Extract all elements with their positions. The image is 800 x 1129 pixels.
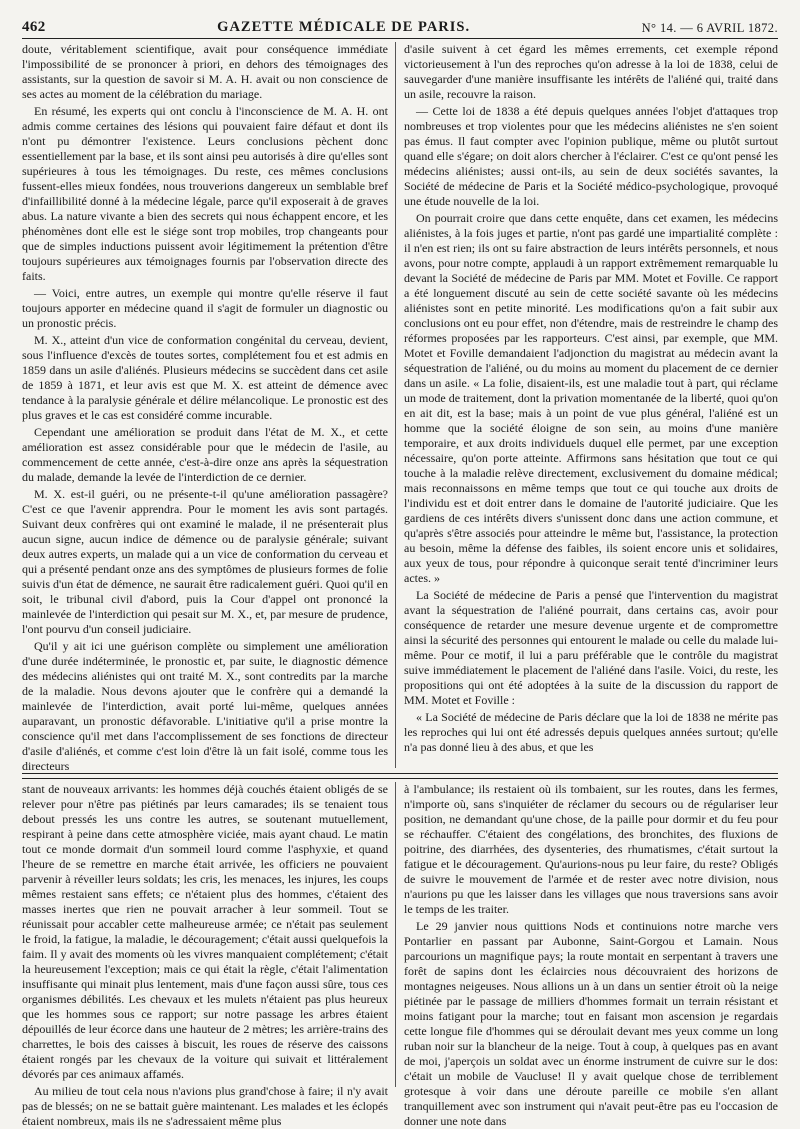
paragraph: Cependant une amélioration se produit dans l'état de M. X., et cette amélioration est assez considérable pour que le médecin de l'asile, au commencement de cette année, c'est-à-dire onze ans après la séquestration du malade, demande la levée de l'interdiction de ce dernier.	[22, 425, 388, 484]
paragraph: stant de nouveaux arrivants: les hommes déjà couchés étaient obligés de se relever pour n'être pas piétinés par leurs camarades; ils se tenaient tous debout pressés les uns contre les autres, se soutenant mutuellement, respirant à peine dans cette atmosphère viciée, mais ayant chaud. Le matin tout ce monde dormait d'un sommeil lourd comme l'asphyxie, et quand l'heure de se remettre en marche était arrivée, les officiers ne pouvaient parvenir à réveiller leurs soldats; les cris, les menaces, les injures, les coups mêmes restaient sans effets; ce n'étaient plus des hommes, c'étaient des masses inertes que rien ne pouvait arracher à leur sommeil. Tout se réunissait pour accabler cette malheureuse armée; ce n'était pas seulement le froid, la fatigue, la maladie, le découragement; c'était aussi quelquefois la faim. Il y avait des moments où les vivres manquaient complétement; c'était la heureusement l'exception; mais ce qui était la règle, c'était l'alimentation insuffisante qui minait plus lentement, mais d'une façon aussi sûre, tous ces organismes débilités. Les chevaux et les mulets n'étaient pas plus heureux que les hommes sous ce rapport; sur notre passage les arbres étaient dépouillés de leur écorce dans une hauteur de 2 mètres; les arrière-trains des charrettes, le bois des caisses à biscuit, les roues de réserve des caissons étaient rongés par les chevaux de la voiture qui suivait et littéralement dévorés par ces animaux affamés.	[22, 782, 388, 1081]
paragraph: On pourrait croire que dans cette enquête, dans cet examen, les médecins aliénistes, à la fois juges et partie, n'ont pas gardé une impartialité complète : il n'en est rien; ils ont su faire abstraction de leurs intérêts personnels, et nous avons, pour notre compte, applaudi à un rapport extrêmement remarquable lu devant la Société de médecine de Paris par MM. Motet et Foville. Ce rapport a été longuement discuté au sein de cette société savante où les médecins aliénistes sont en petite minorité. Les modifications qu'on a fait subir aux conclusions ont eu pour effet, non d'étendre, mais de restreindre le champ des réformes proposées par les rapporteurs. C'est ainsi, par exemple, que MM. Motet et Foville demandaient l'adjonction du magistrat au médecin avant la séquestration de l'aliéné, ou du moins au moment du placement de ce dernier dans un asile. « La folie, disaient-ils, est une maladie tout à part, qui réclame un mode de traitement, dont la privation momentanée de la liberté, quoi qu'on en ait dit, est la base; mais à un point de vue plus général, l'aliéné est un homme que la société éloigne de son sein, au moins d'une manière temporaire, et aux droits individuels duquel elle permet, par une exception nécessaire, qu'on porte atteinte. Affirmons sans hésitation que tout ce qui touche à la maladie relève directement, exclusivement du domaine médical; mais reconnaissons en même temps que tout ce qui touche aux droits de l'individu est et doit entrer dans le domaine de l'autorité judiciaire. Que les gardiens de ces intérêts divers s'unissent donc dans une action commune, et qu'après s'être associés pour atteindre le même but, l'assistance, la protection au besoin, même la défense des faibles, ils soient encore unis et solidaires, aux yeux de tous, pour répondre à quiconque serait tenté d'incriminer leurs actes. »	[404, 211, 778, 585]
page-header	[22, 10, 778, 39]
paragraph: d'asile suivent à cet égard les mêmes errements, cet exemple répond victorieusement à l'un des reproches qu'on adresse à la loi de 1838, celui de sauvegarder d'une manière insuffisante les intérêts de l'aliéné qui, traité dans un asile, recouvre la raison.	[404, 42, 778, 101]
column-divider	[395, 782, 396, 1087]
paragraph: En résumé, les experts qui ont conclu à l'inconscience de M. A. H. ont admis comme certaines des lésions qui pouvaient faire défaut et dont ils n'ont pu démontrer l'existence. Leurs conclusions pèchent donc essentiellement par la base, et ils sont ainsi peu autorisés à dire qu'elles sont supérieures à tous les témoignages. Du reste, ces mêmes conclusions fussent-elles mieux fondées, nous trouverions dangereux un semblable bref d'infaillibilité donné à la médecine légale, parce qu'il exposerait à de graves abus. La nature vivante a bien des secrets qui nous échappent encore, et les phénomènes dont elle est le siége sont trop mobiles, trop changeants pour que de simples inductions puissent avoir légitimement la prétention d'être toujours supérieures aux témoignages fournis par l'observation directe des faits.	[22, 104, 388, 283]
paragraph: M. X., atteint d'un vice de conformation congénital du cerveau, devient, sous l'influence d'excès de toutes sortes, complétement fou et est admis en 1859 dans un asile d'aliénés. Plusieurs médecins se succèdent dans cet asile de 1859 à 1871, et leur avis est que M. X. est atteint de démence avec tendance à la paralysie générale et délire mélancolique. Le pronostic est des plus graves et le cas est considéré comme incurable.	[22, 333, 388, 422]
column-top-left	[22, 42, 388, 773]
paragraph: Au milieu de tout cela nous n'avions plus grand'chose à faire; il n'y avait pas de blessés; on ne se battait guère maintenant. Les malades et les éclopés étaient nombreux, mais ils ne s'adressaient même plus	[22, 1084, 388, 1128]
column-divider	[395, 42, 396, 768]
column-bottom-right	[404, 782, 778, 1128]
paragraph: M. X. est-il guéri, ou ne présente-t-il qu'une amélioration passagère? C'est ce que l'avenir apprendra. Pour le moment les avis sont partagés. Suivant deux confrères qui ont examiné le malade, il ne présenterait plus aucun signe, aucun indice de démence ou de paralysie générale; suivant deux autres experts, un malade qui a un vice de conformation du cerveau et qui a présenté pendant onze ans des symptômes de plusieurs formes de folie suivis d'un état de démence, ne saurait être radicalement guéri. Quoi qu'il en soit, le tribunal civil d'abord, puis la Cour d'appel ont prononcé la mainlevée de l'interdiction qui pesait sur M. X., et, par mesure de prudence, l'ont pourvu d'un conseil judiciaire.	[22, 487, 388, 636]
issue-date: N° 14. — 6 AVRIL 1872.	[641, 21, 778, 35]
journal-title: GAZETTE MÉDICALE DE PARIS.	[217, 19, 471, 35]
paragraph: Le 29 janvier nous quittions Nods et continuions notre marche vers Pontarlier en passant par Aubonne, Saint-Gorgou et Lamain. Nous parcourions un magnifique pays; la route montait en serpentant à travers une forêt de sapins dont les éclaircies nous découvraient des horizons de montagnes neigeuses. Nous allions un à un dans un sentier étroit où la neige piétinée par le passage de milliers d'hommes formait un terrain résistant et moins fatigant pour la marche; tout en faisant mon ascension je regardais cette longue file d'hommes qui se déroulait devant mes yeux comme un long ruban noir sur la blancheur de la neige. Tout à coup, à quelques pas en avant de moi, j'aperçois un soldat avec un énorme instrument de cuivre sur le dos: c'était un mobile de Vaucluse! Il y avait quelque chose de terriblement grotesque à voir dans une déroute pareille ce mobile s'en allant tranquillement avec son instrument qui n'avait peut-être pas eu l'occasion de donner une note dans	[404, 919, 778, 1128]
column-top-right	[404, 42, 778, 770]
paragraph: La Société de médecine de Paris a pensé que l'intervention du magistrat avant la séquestration de l'aliéné pourrait, dans certains cas, avoir pour conséquence de retarder une mesure devenue urgente et de compromettre ainsi la sécurité des personnes qui entourent le malade ou celle du malade lui-même. Pour ce motif, il lui a paru préférable que le contrôle du magistrat suive immédiatement le placement de l'aliéné dans l'asile. Voici, du reste, les propositions qui ont été adoptées à la suite de la discussion du rapport de MM. Motet et Foville :	[404, 588, 778, 707]
paragraph: à l'ambulance; ils restaient où ils tombaient, sur les routes, dans les fermes, n'importe où, sans s'inquiéter de réclamer du secours ou de régulariser leur position, ne demandant qu'une chose, de la paille pour dormir et du feu pour se réchauffer. C'étaient des congélations, des bronchites, des fluxions de poitrine, des diarrhées, des dysenteries, des rhumatismes, c'était surtout la fatigue et le découragement. Qu'aurions-nous pu leur faire, du reste? Obligés de suivre le mouvement de l'armée et de rester avec notre division, nous n'aurions pu que les laisser dans les villages que nous traversions sans avoir le temps de les traiter.	[404, 782, 778, 916]
page-number: 462	[22, 19, 46, 35]
paragraph: « La Société de médecine de Paris déclare que la loi de 1838 ne mérite pas les reproches qui lui ont été adressés depuis quelques années surtout; qu'elle n'a pas donné lieu à des abus, et que les	[404, 710, 778, 754]
paragraph: — Voici, entre autres, un exemple qui montre qu'elle réserve il faut toujours apporter en médecine quand il s'agit de formuler un diagnostic ou un pronostic précis.	[22, 286, 388, 330]
feuilleton-divider	[22, 773, 778, 779]
column-bottom-left	[22, 782, 388, 1128]
paragraph: — Cette loi de 1838 a été depuis quelques années l'objet d'attaques trop nombreuses et trop violentes pour que les médecins aliénistes ne s'en soient pas émus. Il faut compter avec l'opinion publique, même ou plutôt surtout quand elle s'égare; on doit alors chercher à l'éclairer. C'est ce qu'ont pensé les médecins aliénistes; aussi ont-ils, au sein de deux sociétés savantes, la Société de médecine de Paris et la Société médico-psychologique, provoqué une étude nouvelle de la loi.	[404, 104, 778, 208]
paragraph: Qu'il y ait ici une guérison complète ou simplement une amélioration d'une durée indéterminée, le pronostic et, par suite, le diagnostic démence des médecins aliénistes qui ont traité M. X., sont contredits par la marche de la maladie. Nous devons ajouter que le confrère qui a demandé la mainlevée de l'interdiction, avait porté lui-même, quelques années auparavant, un pronostic défavorable. L'initiative qu'il a prise montre la conscience qu'il met dans l'accomplissement de ses fonctions de directeur d'asile d'aliénés, et comme c'est loin d'être là un fait isolé, comme tous les directeurs	[22, 639, 388, 773]
paragraph: doute, véritablement scientifique, avait pour conséquence immédiate l'impossibilité de se prononcer à priori, en dehors des témoignages des assistants, sur la question de savoir si M. A. H. avait ou non conscience de ses actes au moment de la célébration du mariage.	[22, 42, 388, 101]
